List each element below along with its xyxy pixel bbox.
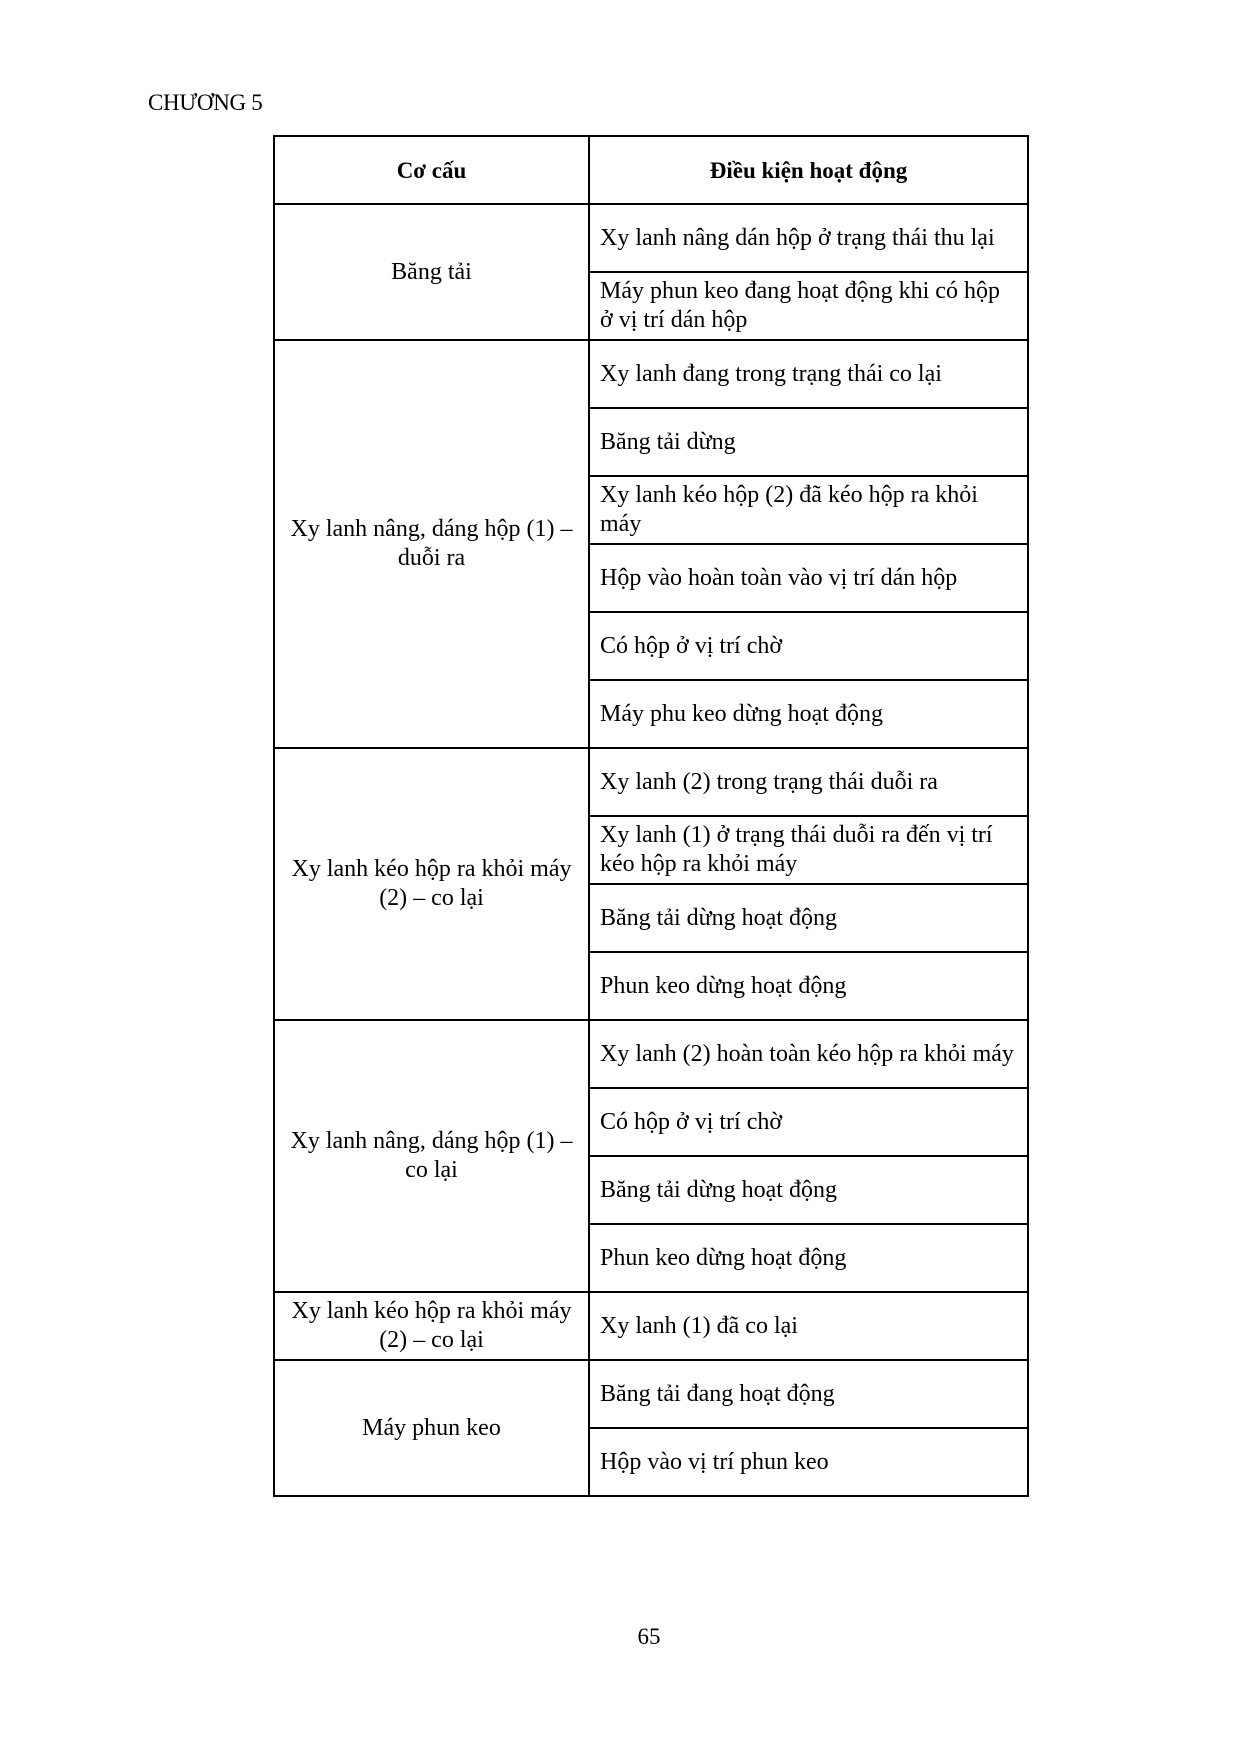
mechanism-cell: Băng tải — [274, 204, 589, 340]
condition-cell: Hộp vào hoàn toàn vào vị trí dán hộp — [589, 544, 1028, 612]
condition-cell: Xy lanh (2) hoàn toàn kéo hộp ra khỏi máy — [589, 1020, 1028, 1088]
condition-cell: Băng tải đang hoạt động — [589, 1360, 1028, 1428]
table-row — [274, 340, 1028, 408]
mechanism-cell: Xy lanh nâng, dáng hộp (1) – co lại — [274, 1020, 589, 1292]
table-row — [274, 204, 1028, 272]
condition-cell: Xy lanh (1) đã co lại — [589, 1292, 1028, 1360]
condition-cell: Có hộp ở vị trí chờ — [589, 612, 1028, 680]
condition-cell: Máy phun keo đang hoạt động khi có hộp ở vị trí dán hộp — [589, 272, 1028, 340]
mechanism-cell: Máy phun keo — [274, 1360, 589, 1496]
condition-cell: Băng tải dừng — [589, 408, 1028, 476]
table-row — [274, 748, 1028, 816]
header-conditions: Điều kiện hoạt động — [589, 136, 1028, 204]
table-row — [274, 1020, 1028, 1088]
condition-cell: Băng tải dừng hoạt động — [589, 884, 1028, 952]
operating-conditions-table — [273, 135, 1029, 1497]
page-number: 65 — [637, 1624, 661, 1649]
condition-cell: Phun keo dừng hoạt động — [589, 952, 1028, 1020]
condition-cell: Xy lanh kéo hộp (2) đã kéo hộp ra khỏi máy — [589, 476, 1028, 544]
table-row — [274, 1292, 1028, 1360]
condition-cell: Xy lanh đang trong trạng thái co lại — [589, 340, 1028, 408]
mechanism-cell: Xy lanh kéo hộp ra khỏi máy (2) – co lại — [274, 1292, 589, 1360]
condition-cell: Xy lanh nâng dán hộp ở trạng thái thu lại — [589, 204, 1028, 272]
chapter-heading: CHƯƠNG 5 — [148, 90, 263, 115]
table-header-row — [274, 136, 1028, 204]
condition-cell: Băng tải dừng hoạt động — [589, 1156, 1028, 1224]
condition-cell: Máy phu keo dừng hoạt động — [589, 680, 1028, 748]
condition-cell: Xy lanh (1) ở trạng thái duỗi ra đến vị trí kéo hộp ra khỏi máy — [589, 816, 1028, 884]
mechanism-cell: Xy lanh nâng, dáng hộp (1) – duỗi ra — [274, 340, 589, 748]
condition-cell: Hộp vào vị trí phun keo — [589, 1428, 1028, 1496]
condition-cell: Xy lanh (2) trong trạng thái duỗi ra — [589, 748, 1028, 816]
condition-cell: Có hộp ở vị trí chờ — [589, 1088, 1028, 1156]
mechanism-cell: Xy lanh kéo hộp ra khỏi máy (2) – co lại — [274, 748, 589, 1020]
table-row — [274, 1360, 1028, 1428]
header-mechanism: Cơ cấu — [274, 136, 589, 204]
condition-cell: Phun keo dừng hoạt động — [589, 1224, 1028, 1292]
